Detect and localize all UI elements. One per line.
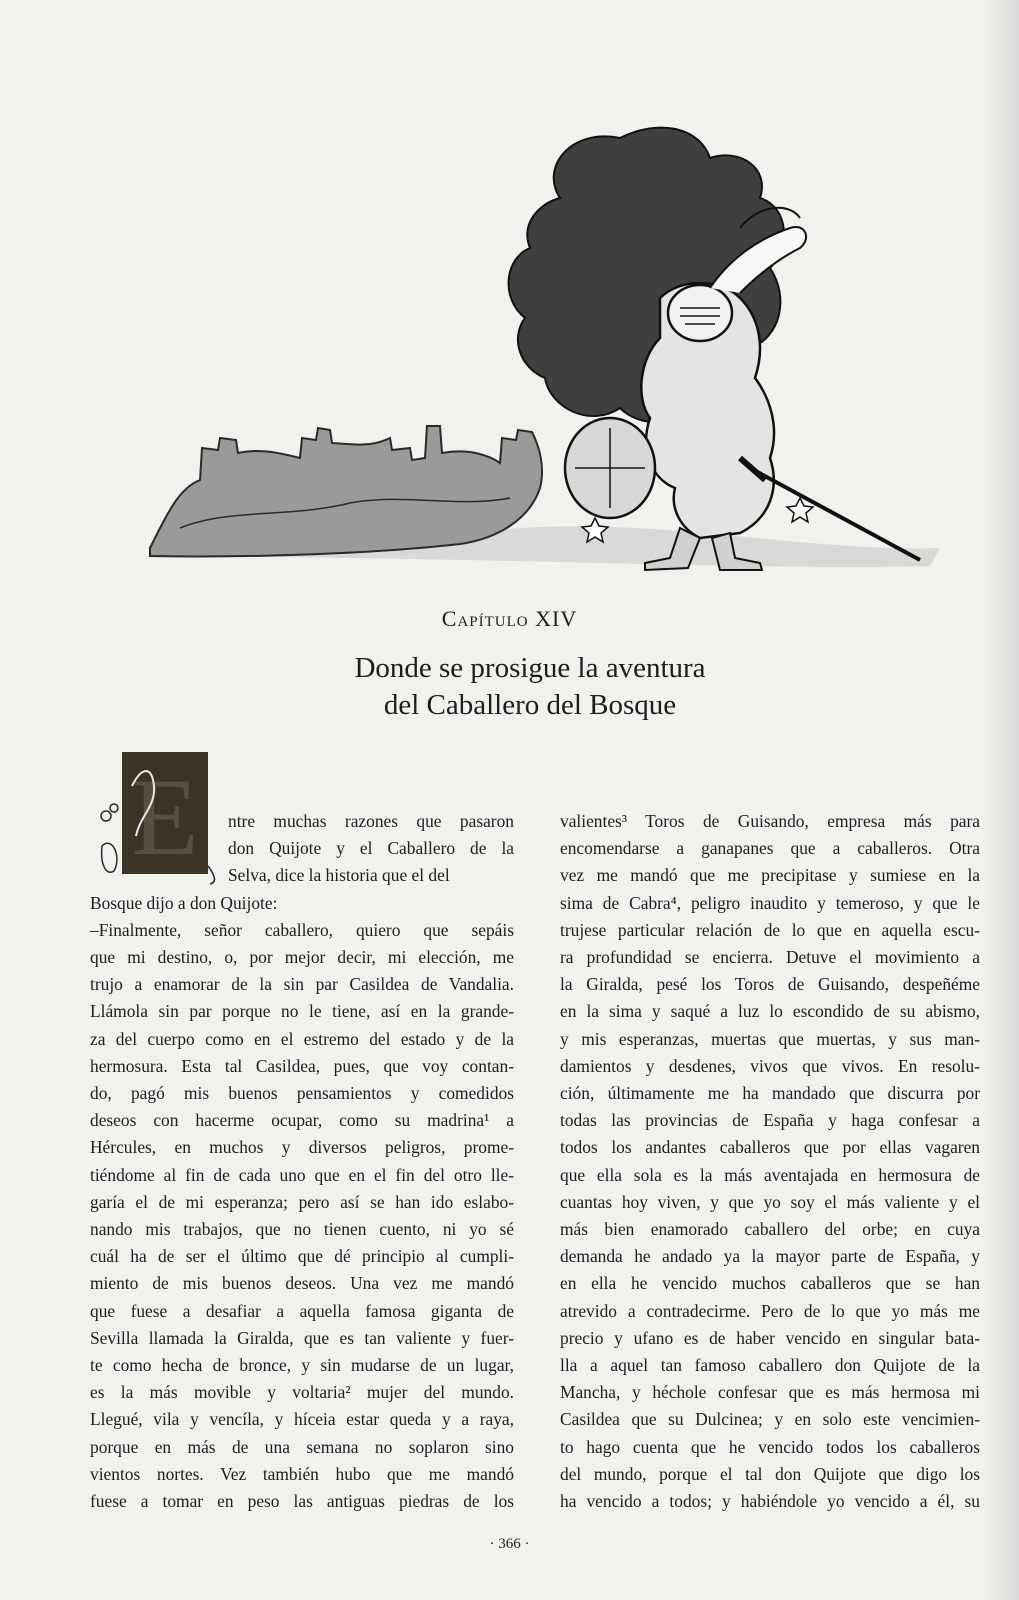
text-line: precio y ufano es de haber vencido en singular bata- (560, 1327, 980, 1348)
text-line: demanda he andado ya la mayor parte de España, y (560, 1246, 980, 1267)
text-line: la Giralda, pesé los Toros de Guisando, despeñéme (560, 974, 980, 995)
knight-illustration (140, 108, 960, 588)
chapter-label: Capítulo XIV (441, 606, 578, 631)
text-line: que ella sola es la más aventajada en hermosura de (560, 1164, 980, 1185)
text-line: trujese particular relación de lo que en aquella escu- (560, 919, 980, 940)
text-line: ra profundidad se encierra. Detuve el movimiento a (560, 947, 980, 968)
text-line: Casildea que su Dulcinea; y en solo este vencimien- (560, 1409, 980, 1430)
text-line: que fuese a desafiar a aquella famosa giganta de (90, 1300, 514, 1321)
text-line: Bosque dijo a don Quijote: (90, 892, 278, 913)
text-line: que mi destino, o, por mejor decir, mi elección, me (90, 947, 514, 968)
chapter-title-line: del Caballero del Bosque (383, 689, 677, 721)
text-line: porque en más de una semana no soplaron sino (90, 1436, 514, 1457)
text-line: en ella he vencido muchos caballeros que se han (560, 1273, 980, 1294)
text-line: Selva, dice la historia que el del (228, 865, 450, 886)
text-line: todas las provincias de España y haga confesar a (560, 1110, 980, 1131)
text-line: Sevilla llamada la Giralda, que es tan valiente y fuer- (90, 1327, 514, 1348)
text-line: vez me mandó que me precipitase y sumiese en la (560, 865, 980, 886)
text-line: lla a aquel tan famoso caballero don Quijote de la (560, 1355, 980, 1376)
text-line: es la más movible y voltaria² mujer del mundo. (90, 1382, 514, 1403)
text-line: Llámola sin par porque no le tiene, así en la grande- (90, 1001, 514, 1022)
text-line: fuese a tomar en peso las antiguas piedras de los (90, 1491, 514, 1512)
text-line: Mancha, y héchole confesar que es más hermosa mi (560, 1382, 980, 1403)
text-line: del mundo, porque el tal don Quijote que digo los (560, 1463, 980, 1484)
text-line: todos los andantes caballeros que por ellas vagaren (560, 1137, 980, 1158)
text-line: cuantas hoy viven, y que yo soy el más valiente y el (560, 1191, 980, 1212)
text-line: to hago cuenta que he vencido todos los caballeros (560, 1436, 980, 1457)
text-line: más bien enamorado caballero del orbe; en cuya (560, 1219, 980, 1240)
text-line: ha vencido a todos; y habiéndole yo vencido a él, su (560, 1491, 980, 1512)
text-line: nando mis trabajos, que no tienen cuento, ni yo sé (90, 1219, 514, 1240)
text-line: –Finalmente, señor caballero, quiero que sepáis (90, 919, 514, 940)
text-line: valientes³ Toros de Guisando, empresa más para (560, 811, 980, 831)
text-line: ntre muchas razones que pasaron (228, 811, 514, 831)
text-line: don Quijote y el Caballero de la (228, 838, 514, 859)
text-line: vientos nortes. Vez también hubo que me mandó (90, 1463, 514, 1484)
text-line: miento de mis buenos deseos. Una vez me mandó (90, 1273, 514, 1294)
text-line: encomendarse a ganapanes que a caballeros. Otra (560, 838, 980, 859)
page-edge-shadow (981, 0, 1019, 1600)
text-line: za del cuerpo como en el estremo del estado y de la (90, 1028, 514, 1049)
text-line: te como hecha de bronce, y sin mudarse de un lugar, (90, 1355, 514, 1376)
text-line: hermosura. Esta tal Casildea, pues, que voy contan- (90, 1055, 514, 1076)
drop-cap-letter: E (131, 756, 199, 878)
chapter-title (280, 650, 780, 724)
text-line: en la sima y saqué a luz lo escondido de su abismo, (560, 1001, 980, 1022)
text-line: tiéndome al fin de cada uno que en el fin del otro lle- (90, 1164, 514, 1185)
text-line: sima de Cabra⁴, peligro inaudito y temeroso, y que le (560, 892, 980, 913)
text-line: trujo a enamorar de la sin par Casildea de Vandalia. (90, 974, 514, 995)
right-text-column (560, 808, 980, 1515)
text-line: damientos y desdenes, vivos que vivos. En resolu- (560, 1055, 980, 1076)
text-line: do, pagó mis buenos pensamientos y comedidos (90, 1083, 514, 1104)
castle-ruins (150, 426, 542, 556)
text-line: ción, últimamente me ha mandado que discurra por (560, 1083, 980, 1104)
page-number: · 366 · (489, 1536, 530, 1552)
text-line: Hércules, en muchos y diversos peligros, prome- (90, 1137, 514, 1158)
text-line: Llegué, vila y vencíla, y híceia estar queda y a raya, (90, 1409, 514, 1430)
text-line: atrevido a contradecirme. Pero de lo que yo más me (560, 1300, 980, 1321)
chapter-title-line: Donde se prosigue la aventura (354, 652, 706, 684)
text-line: deseos con hacerme ocupar, como su madrina¹ a (90, 1110, 514, 1131)
left-text-column (90, 808, 514, 1515)
text-line: garía el de mi esperanza; pero así se han ido eslabo- (90, 1191, 514, 1212)
knight-helmet (668, 285, 732, 341)
text-line: cuál ha de ser el último que dé principio al cumpli- (90, 1246, 514, 1267)
text-line: y mis esperanzas, muertas que muertas, y sus man- (560, 1028, 980, 1049)
